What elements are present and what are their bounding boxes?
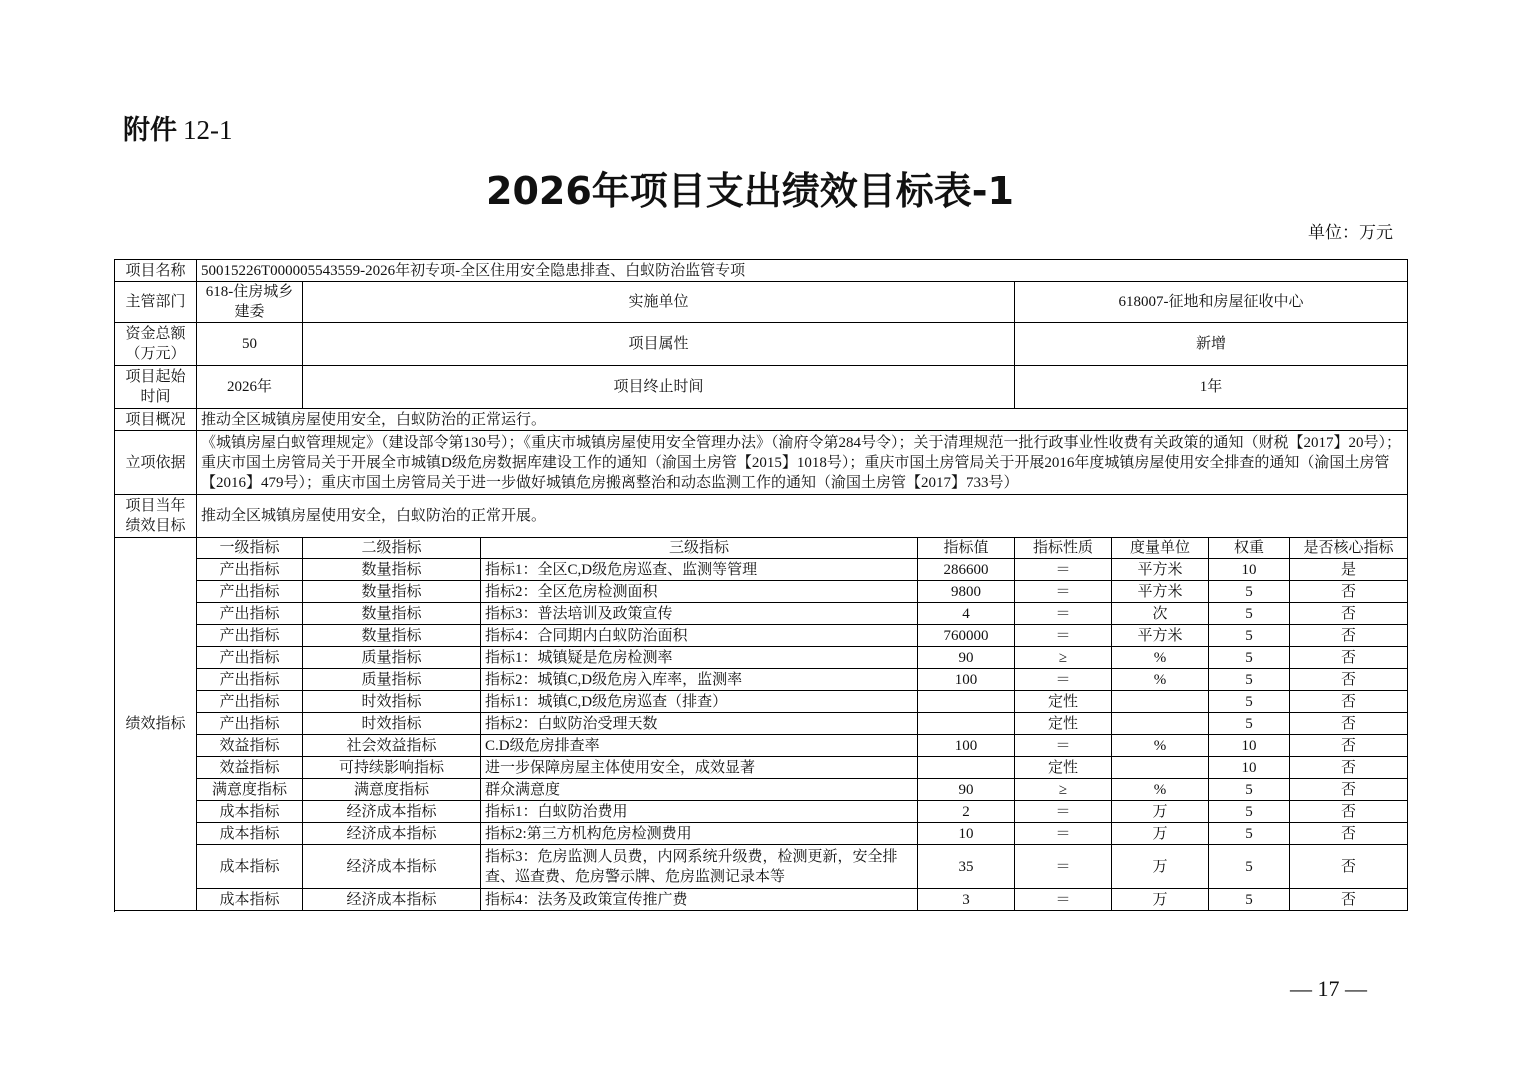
- weight-cell: 5: [1209, 581, 1290, 603]
- header-cell: 指标性质: [1015, 538, 1112, 559]
- unit-cell: [1112, 691, 1209, 713]
- level2-cell: 经济成本指标: [303, 823, 481, 845]
- impl-label: 实施单位: [303, 282, 1015, 323]
- overview-label: 项目概况: [115, 409, 197, 431]
- value-cell: 286600: [918, 559, 1015, 581]
- goal-value: 推动全区城镇房屋使用安全，白蚁防治的正常开展。: [197, 495, 1408, 538]
- level1-cell: 产出指标: [197, 691, 303, 713]
- weight-cell: 10: [1209, 559, 1290, 581]
- performance-table: [114, 259, 1408, 911]
- value-cell: 9800: [918, 581, 1015, 603]
- level2-cell: 经济成本指标: [303, 889, 481, 911]
- weight-cell: 5: [1209, 823, 1290, 845]
- attachment-label-text: 附件: [123, 115, 177, 146]
- nature-cell: ＝: [1015, 669, 1112, 691]
- core-cell: 否: [1290, 691, 1408, 713]
- unit-cell: 万: [1112, 823, 1209, 845]
- end-label: 项目终止时间: [303, 366, 1015, 409]
- dept-value: 618-住房城乡建委: [197, 282, 303, 323]
- level1-cell: 成本指标: [197, 801, 303, 823]
- header-cell: 权重: [1209, 538, 1290, 559]
- nature-cell: 定性: [1015, 691, 1112, 713]
- unit-cell: 次: [1112, 603, 1209, 625]
- core-cell: 否: [1290, 625, 1408, 647]
- level1-cell: 效益指标: [197, 735, 303, 757]
- unit-cell: %: [1112, 779, 1209, 801]
- header-cell: 指标值: [918, 538, 1015, 559]
- unit-cell: 平方米: [1112, 625, 1209, 647]
- unit-cell: 万: [1112, 889, 1209, 911]
- level1-cell: 成本指标: [197, 845, 303, 889]
- page-number: — 17 —: [1290, 976, 1367, 1001]
- start-label: 项目起始时间: [115, 366, 197, 409]
- level1-cell: 效益指标: [197, 757, 303, 779]
- level1-cell: 产出指标: [197, 559, 303, 581]
- core-cell: 否: [1290, 757, 1408, 779]
- level1-cell: 产出指标: [197, 713, 303, 735]
- level3-cell: 指标2：白蚁防治受理天数: [481, 713, 918, 735]
- core-cell: 否: [1290, 647, 1408, 669]
- level3-cell: C.D级危房排查率: [481, 735, 918, 757]
- level1-cell: 产出指标: [197, 647, 303, 669]
- indicator-row: [115, 757, 1408, 779]
- overview-value: 推动全区城镇房屋使用安全，白蚁防治的正常运行。: [197, 409, 1408, 431]
- core-cell: 否: [1290, 669, 1408, 691]
- unit-cell: %: [1112, 735, 1209, 757]
- nature-cell: 定性: [1015, 713, 1112, 735]
- indicator-row: [115, 779, 1408, 801]
- project-name-label: 项目名称: [115, 260, 197, 282]
- indicator-row: [115, 691, 1408, 713]
- goal-label: 项目当年绩效目标: [115, 495, 197, 538]
- page-title: 2026年项目支出绩效目标表-1: [486, 169, 1014, 213]
- core-cell: 否: [1290, 889, 1408, 911]
- nature-cell: ≥: [1015, 647, 1112, 669]
- nature-cell: ＝: [1015, 625, 1112, 647]
- indicator-row: [115, 559, 1408, 581]
- nature-cell: ＝: [1015, 823, 1112, 845]
- nature-cell: ＝: [1015, 559, 1112, 581]
- level3-cell: 指标1：全区C,D级危房巡查、监测等管理: [481, 559, 918, 581]
- core-cell: 否: [1290, 823, 1408, 845]
- value-cell: 760000: [918, 625, 1015, 647]
- weight-cell: 5: [1209, 779, 1290, 801]
- weight-cell: 10: [1209, 757, 1290, 779]
- indicator-row: [115, 603, 1408, 625]
- value-cell: [918, 757, 1015, 779]
- value-cell: 10: [918, 823, 1015, 845]
- unit-label: 单位：万元: [1308, 223, 1393, 242]
- core-cell: 否: [1290, 603, 1408, 625]
- unit-cell: 万: [1112, 801, 1209, 823]
- level3-cell: 指标1：城镇C,D级危房巡查（排查）: [481, 691, 918, 713]
- attr-label: 项目属性: [303, 323, 1015, 366]
- nature-cell: ＝: [1015, 845, 1112, 889]
- nature-cell: ＝: [1015, 735, 1112, 757]
- header-cell: 是否核心指标: [1290, 538, 1408, 559]
- weight-cell: 5: [1209, 647, 1290, 669]
- unit-cell: [1112, 713, 1209, 735]
- dept-label: 主管部门: [115, 282, 197, 323]
- nature-cell: ＝: [1015, 603, 1112, 625]
- level3-cell: 指标2：全区危房检测面积: [481, 581, 918, 603]
- indicator-row: [115, 713, 1408, 735]
- level3-cell: 指标2：城镇C,D级危房入库率，监测率: [481, 669, 918, 691]
- level3-cell: 指标4：法务及政策宣传推广费: [481, 889, 918, 911]
- indicator-row: [115, 845, 1408, 889]
- basis-label: 立项依据: [115, 431, 197, 495]
- level2-cell: 数量指标: [303, 559, 481, 581]
- value-cell: 2: [918, 801, 1015, 823]
- fund-label: 资金总额（万元）: [115, 323, 197, 366]
- weight-cell: 5: [1209, 845, 1290, 889]
- weight-cell: 5: [1209, 669, 1290, 691]
- level2-cell: 数量指标: [303, 581, 481, 603]
- core-cell: 否: [1290, 735, 1408, 757]
- header-cell: 二级指标: [303, 538, 481, 559]
- nature-cell: ＝: [1015, 801, 1112, 823]
- indicator-row: [115, 735, 1408, 757]
- value-cell: 100: [918, 735, 1015, 757]
- unit-cell: 平方米: [1112, 581, 1209, 603]
- core-cell: 否: [1290, 845, 1408, 889]
- level2-cell: 经济成本指标: [303, 845, 481, 889]
- unit-cell: [1112, 757, 1209, 779]
- indicator-row: [115, 669, 1408, 691]
- level2-cell: 数量指标: [303, 603, 481, 625]
- level2-cell: 时效指标: [303, 691, 481, 713]
- end-value: 1年: [1015, 366, 1408, 409]
- core-cell: 否: [1290, 581, 1408, 603]
- level3-cell: 指标1：城镇疑是危房检测率: [481, 647, 918, 669]
- level2-cell: 质量指标: [303, 669, 481, 691]
- weight-cell: 5: [1209, 625, 1290, 647]
- header-cell: 三级指标: [481, 538, 918, 559]
- level1-cell: 产出指标: [197, 581, 303, 603]
- header-cell: 度量单位: [1112, 538, 1209, 559]
- level2-cell: 满意度指标: [303, 779, 481, 801]
- value-cell: 3: [918, 889, 1015, 911]
- level1-cell: 满意度指标: [197, 779, 303, 801]
- value-cell: 4: [918, 603, 1015, 625]
- nature-cell: ＝: [1015, 581, 1112, 603]
- level2-cell: 质量指标: [303, 647, 481, 669]
- weight-cell: 10: [1209, 735, 1290, 757]
- indicator-row: [115, 801, 1408, 823]
- unit-cell: 万: [1112, 845, 1209, 889]
- unit-cell: 平方米: [1112, 559, 1209, 581]
- header-cell: 一级指标: [197, 538, 303, 559]
- indicator-row: [115, 889, 1408, 911]
- value-cell: 35: [918, 845, 1015, 889]
- nature-cell: 定性: [1015, 757, 1112, 779]
- indicator-row: [115, 581, 1408, 603]
- value-cell: 90: [918, 779, 1015, 801]
- indicator-row: [115, 823, 1408, 845]
- level3-cell: 进一步保障房屋主体使用安全，成效显著: [481, 757, 918, 779]
- impl-value: 618007-征地和房屋征收中心: [1015, 282, 1408, 323]
- nature-cell: ＝: [1015, 889, 1112, 911]
- level2-cell: 社会效益指标: [303, 735, 481, 757]
- weight-cell: 5: [1209, 691, 1290, 713]
- core-cell: 否: [1290, 713, 1408, 735]
- level3-cell: 指标2:第三方机构危房检测费用: [481, 823, 918, 845]
- level2-cell: 时效指标: [303, 713, 481, 735]
- unit-cell: %: [1112, 647, 1209, 669]
- nature-cell: ≥: [1015, 779, 1112, 801]
- weight-cell: 5: [1209, 889, 1290, 911]
- core-cell: 是: [1290, 559, 1408, 581]
- attachment-label: [123, 108, 233, 147]
- start-value: 2026年: [197, 366, 303, 409]
- level1-cell: 产出指标: [197, 669, 303, 691]
- level1-cell: 成本指标: [197, 889, 303, 911]
- value-cell: [918, 691, 1015, 713]
- value-cell: 100: [918, 669, 1015, 691]
- indicators-label: 绩效指标: [115, 538, 197, 911]
- attr-value: 新增: [1015, 323, 1408, 366]
- weight-cell: 5: [1209, 801, 1290, 823]
- level1-cell: 产出指标: [197, 603, 303, 625]
- fund-value: 50: [197, 323, 303, 366]
- unit-cell: %: [1112, 669, 1209, 691]
- core-cell: 否: [1290, 779, 1408, 801]
- weight-cell: 5: [1209, 713, 1290, 735]
- level1-cell: 成本指标: [197, 823, 303, 845]
- value-cell: [918, 713, 1015, 735]
- level2-cell: 可持续影响指标: [303, 757, 481, 779]
- project-name: 50015226T000005543559-2026年初专项-全区住用安全隐患排查、白蚁防治监管专项: [197, 260, 1408, 282]
- level3-cell: 指标4：合同期内白蚁防治面积: [481, 625, 918, 647]
- indicator-row: [115, 625, 1408, 647]
- level3-cell: 指标3：危房监测人员费，内网系统升级费，检测更新，安全排查、巡查费、危房警示牌、危房监测记录本等: [481, 845, 918, 889]
- basis-value: 《城镇房屋白蚁管理规定》（建设部令第130号）；《重庆市城镇房屋使用安全管理办法》（渝府令第284号令）；关于清理规范一批行政事业性收费有关政策的通知（财税【2017】20号）；重庆市国土房管局关于开展全市城镇D级危房数据库建设工作的通知（渝国土房管【2015】1018号）；重庆市国土房管局关于开展2016年度城镇房屋使用安全排查的通知（渝国土房管【2016】479号）；重庆市国土房管局关于进一步做好城镇危房搬离整治和动态监测工作的通知（渝国土房管【2017】733号）: [197, 431, 1408, 495]
- level1-cell: 产出指标: [197, 625, 303, 647]
- level2-cell: 经济成本指标: [303, 801, 481, 823]
- level2-cell: 数量指标: [303, 625, 481, 647]
- level3-cell: 指标3：普法培训及政策宣传: [481, 603, 918, 625]
- weight-cell: 5: [1209, 603, 1290, 625]
- core-cell: 否: [1290, 801, 1408, 823]
- indicators-body: [115, 538, 1408, 911]
- level3-cell: 指标1：白蚁防治费用: [481, 801, 918, 823]
- attachment-number: 12-1: [183, 115, 233, 145]
- level3-cell: 群众满意度: [481, 779, 918, 801]
- indicator-row: [115, 647, 1408, 669]
- value-cell: 90: [918, 647, 1015, 669]
